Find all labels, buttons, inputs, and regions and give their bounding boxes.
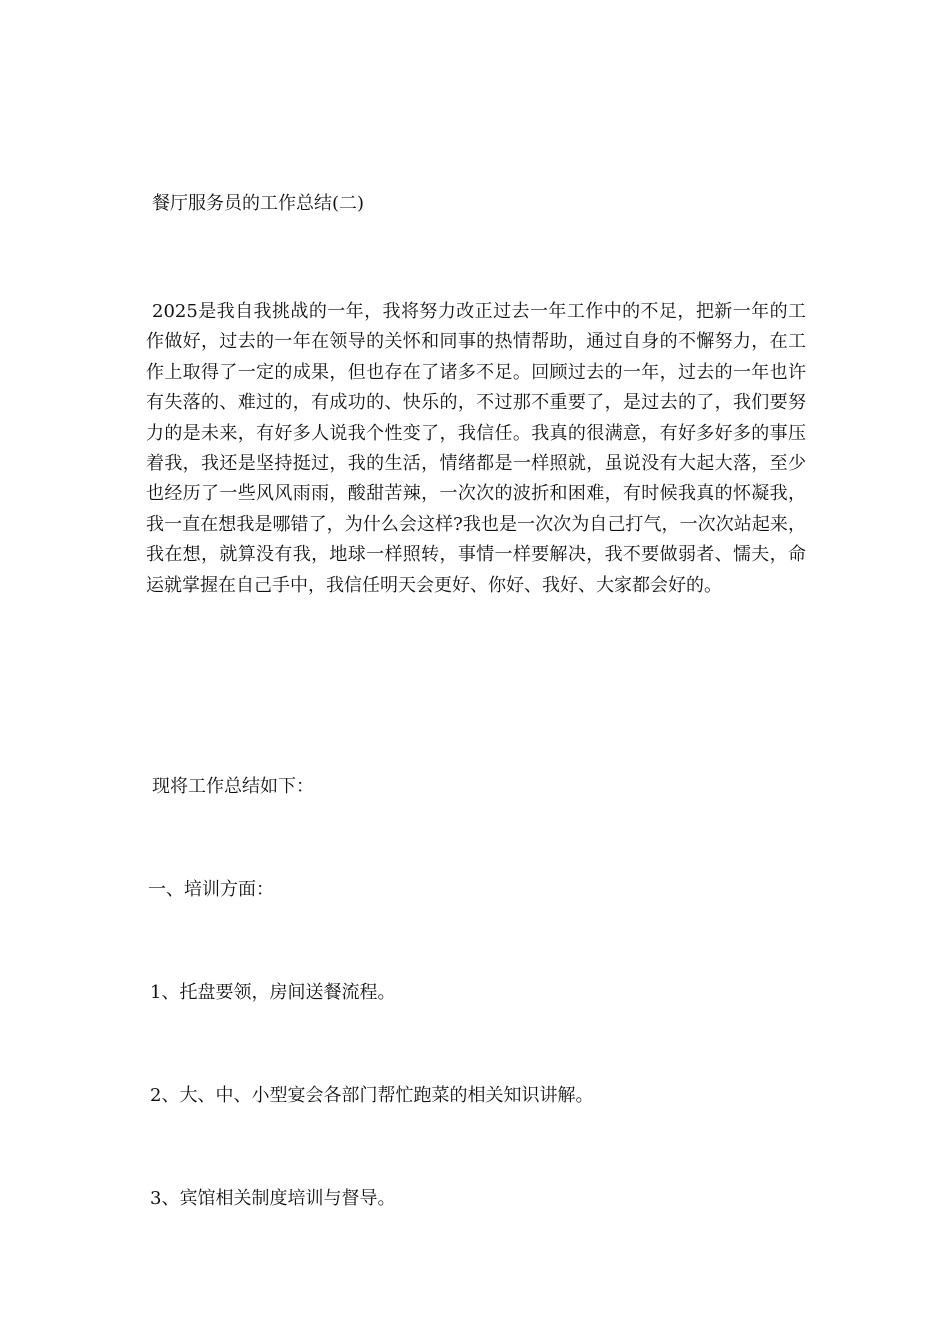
list-item: 1、托盘要领，房间送餐流程。 (150, 982, 396, 1003)
list-item: 3、宾馆相关制度培训与督导。 (150, 1188, 396, 1209)
document-title: 餐厅服务员的工作总结(二) (152, 193, 365, 214)
intro-paragraph: 2025是我自我挑战的一年，我将努力改正过去一年工作中的不足，把新一年的工作做好，过去的一年在领导的关怀和同事的热情帮助，通过自身的不懈努力，在工作上取得了一定的成果，但也存在了诸多不足。回顾过去的一年，过去的一年也许有失落的、难过的，有成功的、快乐的，不过那不重要了，是过去的了，我们要努力的是未来，有好多人说我个性变了，我信任。我真的很满意，有好多好多的事压着我，我还是坚持挺过，我的生活，情绪都是一样照就，虽说没有大起大落，至少也经历了一些风风雨雨，酸甜苦辣，一次次的波折和困难，有时候我真的怀凝我，我一直在想我是哪错了，为什么会这样?我也是一次次为自己打气，一次次站起来，我在想，就算没有我，地球一样照转，事情一样要解决，我不要做弱者、懦夫，命运就掌握在自己手中，我信任明天会更好、你好、我好、大家都会好的。 (146, 301, 806, 596)
list-item: 2、大、中、小型宴会各部门帮忙跑菜的相关知识讲解。 (150, 1085, 594, 1106)
section-heading-training: 一、培训方面： (148, 879, 274, 900)
summary-intro-text: 现将工作总结如下： (152, 776, 314, 797)
